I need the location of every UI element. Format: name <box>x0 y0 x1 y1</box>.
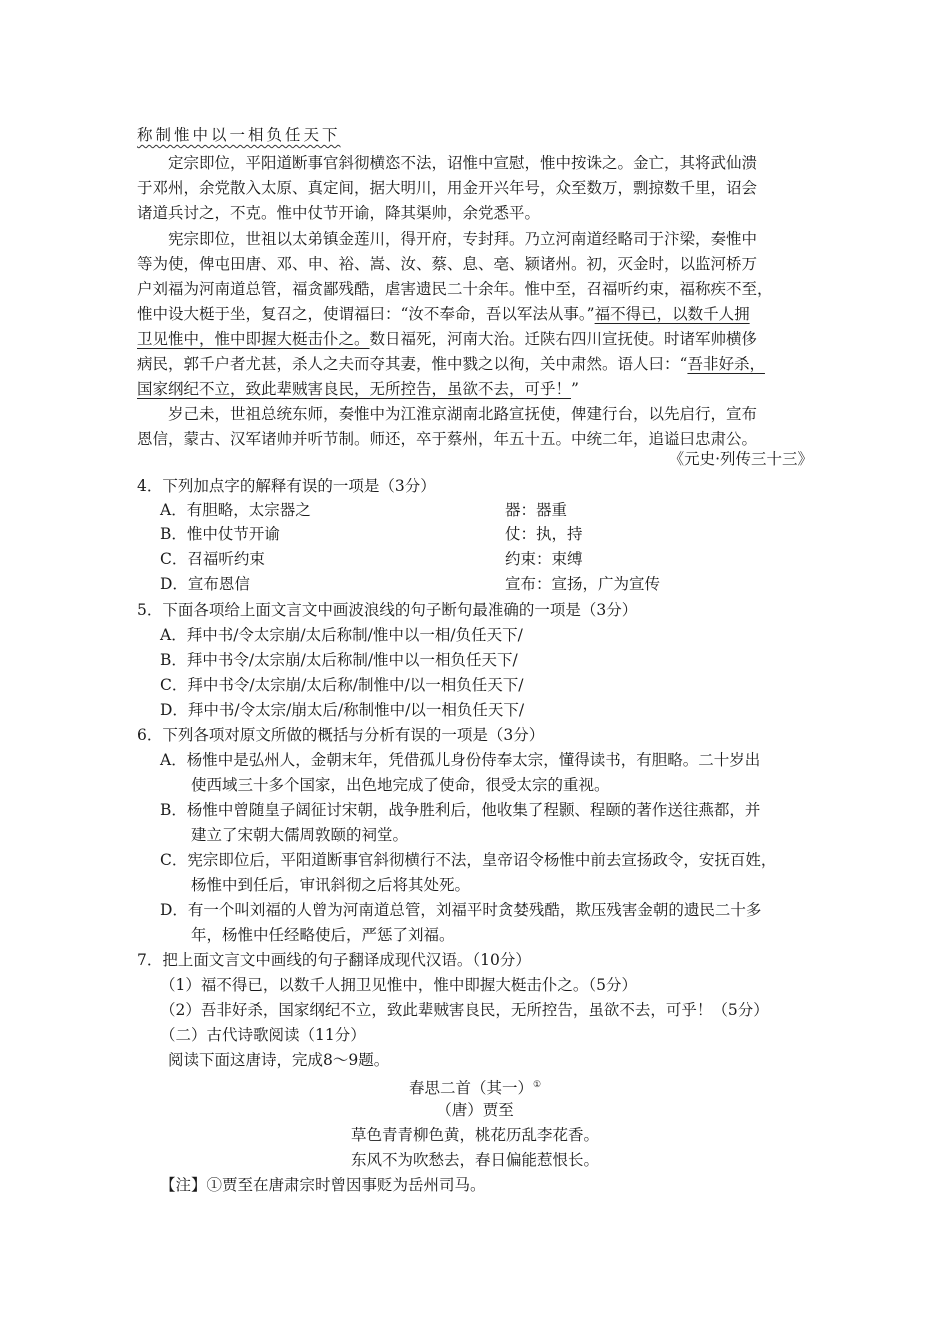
underlined-sentence: 福不得已，以数千人拥 <box>594 305 750 323</box>
question-7-stem: 7．把上面文言文中画线的句子翻译成现代汉语。（10分） <box>137 951 531 969</box>
passage-text: ” <box>571 380 579 398</box>
poem-note <box>160 1173 486 1197</box>
q6-option: D．有一个叫刘福的人曾为河南道总管，刘福平时贪婪残酷，欺压残害金朝的遗民二十多 <box>160 901 762 919</box>
passage-line <box>137 327 757 351</box>
underlined-sentence: 卫见惟中，惟中即握大梃击仆之。 <box>137 330 370 348</box>
q6-option-cont: 建立了宋朝大儒周敦颐的祠堂。 <box>191 826 409 844</box>
poem-author: （唐）贾至 <box>436 1101 514 1119</box>
q4-gloss: 器：器重 <box>505 501 568 519</box>
q7-item: （2）吾非好杀，国家纲纪不立，致此辈贼害良民，无所控告，虽欲不去，可乎！（5分） <box>160 1001 769 1019</box>
passage-line <box>137 377 579 401</box>
q4-gloss: 约束：束缚 <box>505 550 583 568</box>
note-text: ①贾至在唐肃宗时曾因事贬为岳州司马。 <box>206 1176 486 1194</box>
q4-option: D．宣布恩信 <box>160 575 250 593</box>
question-5-stem: 5．下面各项给上面文言文中画波浪线的句子断句最准确的一项是（3分） <box>137 601 638 619</box>
passage-line <box>137 302 750 326</box>
passage-line: 等为使，俾屯田唐、邓、申、裕、嵩、汝、蔡、息、亳、颍诸州。初，灭金时，以监河桥万 <box>137 255 758 273</box>
passage-text: 惟中设大梃于坐，复召之，使谓福曰：“汝不奉命，吾以军法从事。” <box>137 305 595 323</box>
passage-line: 岁己未，世祖总统东师，奏惟中为江淮京湖南北路宣抚使，俾建行台，以先启行，宣布 <box>168 405 758 423</box>
source-citation: 《元史·列传三十三》 <box>668 450 813 468</box>
passage-line: 恩信，蒙古、汉军诸帅并听节制。师还，卒于蔡州，年五十五。中统二年，追谥曰忠肃公。 <box>137 430 758 448</box>
q5-option: A．拜中书/令太宗崩/太后称制/惟中以一相/负任天下/ <box>160 626 523 644</box>
passage-line <box>137 352 765 376</box>
q6-option-cont: 年，杨惟中任经略使后，严惩了刘福。 <box>191 926 455 944</box>
passage-text: 数日福死，河南大治。迁陕右四川宣抚使。时诸军帅横侈 <box>369 330 758 348</box>
q6-option-cont: 杨惟中到任后，审讯斜彻之后将其处死。 <box>191 876 471 894</box>
q6-option: A．杨惟中是弘州人，金朝末年，凭借孤儿身份侍奉太宗，懂得读书，有胆略。二十岁出 <box>160 751 761 769</box>
passage-line: 宪宗即位，世祖以太弟镇金莲川，得开府，专封拜。乃立河南道经略司于汴梁，奏惟中 <box>168 230 758 248</box>
q6-option: B．杨惟中曾随皇子阔征讨宋朝，战争胜利后，他收集了程颢、程颐的著作送往燕都，并 <box>160 801 761 819</box>
section-heading: （二）古代诗歌阅读（11分） <box>160 1026 366 1044</box>
q4-option: A．有胆略，太宗器之 <box>160 501 311 519</box>
passage-line: 诸道兵讨之，不克。惟中仗节开谕，降其渠帅，余党悉平。 <box>137 204 541 222</box>
q4-gloss: 宣布：宣扬，广为宣传 <box>505 575 661 593</box>
q4-option: B．惟中仗节开谕 <box>160 525 280 543</box>
underlined-sentence: 吾非好杀， <box>687 355 765 373</box>
q7-item: （1）福不得已，以数千人拥卫见惟中，惟中即握大梃击仆之。（5分） <box>160 976 637 994</box>
passage-line: 户刘福为河南道总管，福贪鄙残酷，虐害遗民二十余年。惟中至，召福听约束，福称疾不至， <box>137 280 773 298</box>
poem-line: 草色青青柳色黄，桃花历乱李花香。 <box>350 1126 599 1144</box>
q5-option: B．拜中书令/太宗崩/太后称制/惟中以一相负任天下/ <box>160 651 518 669</box>
note-label: 【注】 <box>160 1176 207 1194</box>
q5-option: C．拜中书令/太宗崩/太后称/制惟中/以一相负任天下/ <box>160 676 524 694</box>
q4-option: C．召福听约束 <box>160 550 265 568</box>
section-intro: 阅读下面这唐诗，完成8～9题。 <box>168 1051 390 1069</box>
q5-option: D．拜中书/令太宗/崩太后/称制惟中/以一相负任天下/ <box>160 701 525 719</box>
question-6-stem: 6．下列各项对原文所做的概括与分析有误的一项是（3分） <box>137 726 545 744</box>
poem-title-text: 春思二首（其一） <box>408 1079 533 1098</box>
passage-line: 于邓州，余党散入太原、真定间，据大明川，用金开兴年号，众至数万，剽掠数千里，诏会 <box>137 179 758 197</box>
passage-text: 病民，郭千户者尤甚，杀人之夫而夺其妻，惟中戮之以徇，关中肃然。语人曰：“ <box>137 355 688 373</box>
q4-gloss: 仗：执，持 <box>505 525 583 543</box>
poem-title <box>0 1073 950 1100</box>
poem-line: 东风不为吹愁去，春日偏能惹恨长。 <box>350 1151 599 1169</box>
q6-option: C．宪宗即位后，平阳道断事官斜彻横行不法，皇帝诏令杨惟中前去宣扬政令，安抚百姓， <box>160 851 777 869</box>
underlined-sentence: 国家纲纪不立，致此辈贼害良民，无所控告，虽欲不去，可乎！ <box>137 380 572 398</box>
wavy-underlined-sentence: 称制惟中以一相负任天下 <box>137 126 341 144</box>
footnote-mark: ① <box>532 1080 542 1090</box>
q6-option-cont: 使西域三十多个国家，出色地完成了使命，很受太宗的重视。 <box>191 776 610 794</box>
passage-line: 定宗即位，平阳道断事官斜彻横恣不法，诏惟中宣慰，惟中按诛之。金亡，其将武仙溃 <box>168 154 758 172</box>
question-4-stem: 4．下列加点字的解释有误的一项是（3分） <box>137 477 436 495</box>
